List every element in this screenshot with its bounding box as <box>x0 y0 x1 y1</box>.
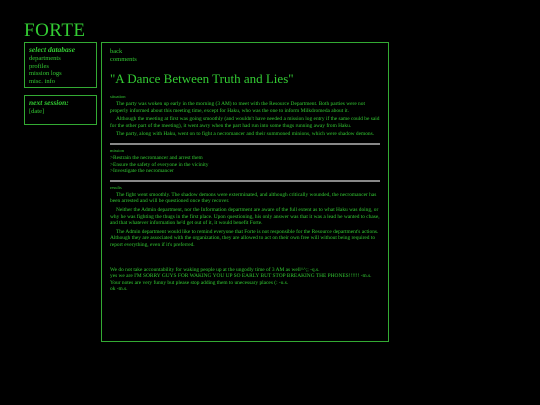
next-session-panel <box>24 95 97 125</box>
staff-note: yes we are I'M SORRY GUYS FOR WAKING YOU UP SO EARLY BUT STOP BREAKING THE PHONES!!!!!! -m.s. <box>110 273 372 280</box>
sidebar-item-departments[interactable]: departments <box>29 55 61 62</box>
database-menu <box>24 42 97 88</box>
results-paragraph: The fight went smoothly. The shadow demons were exterminated, and although critically wounded, the necromancer has been arrested and will be questioned once they recover. <box>110 191 377 205</box>
situation-paragraph: The party, along with Haku, went on to fight a necromancer and their summoned minions, which were shadow demons. <box>116 131 375 138</box>
back-link[interactable]: back <box>110 48 123 55</box>
sidebar-item-misc-info[interactable]: misc. info <box>29 77 55 85</box>
site-title: FORTE <box>24 20 86 41</box>
page-title: "A Dance Between Truth and Lies" <box>110 71 294 86</box>
staff-note: Your notes are very funny but please stop adding them to unecessary places (: -u.s. <box>110 279 289 286</box>
section-divider <box>110 180 380 182</box>
sidebar-item-mission-logs[interactable]: mission logs <box>29 70 62 77</box>
staff-note: ok -m.s. <box>110 286 128 293</box>
results-paragraph: Neither the Admin department, nor the Information department are aware of the full extent as to what Haku was doing, or why he was fighting the thugs in the first place. Upon questioning, his only answer was that it was a lead he wanted to chase, and that whatever information he'd get out of it, it would benefit Forte. <box>110 206 380 227</box>
database-menu-heading: select database <box>29 45 76 54</box>
results-paragraph: The Admin department would like to remind everyone that Forte is not responsible for the Resource department's actions. Although they are associated with the organization, they are allowed to act on their own free will without being required to report everything, even if it's preferred. <box>110 228 379 248</box>
mission-log-panel <box>101 42 389 342</box>
situation-paragraph: Although the meeting at first was going smoothly (and wouldn't have needed a mission log entry if the same could be said for the other part of the meeting), it went awry when the part had run into some thugs running away from Haku. <box>110 116 380 129</box>
section-divider <box>110 143 380 145</box>
mission-objective: >Ensure the safety of everyone in the vicinity <box>110 161 209 168</box>
comments-link[interactable]: comments <box>110 55 137 63</box>
situation-label: situation <box>110 94 126 99</box>
mission-objective: >Restrain the necromancer and arrest them <box>110 154 203 161</box>
next-session-heading: next session: <box>29 98 69 107</box>
results-label: results <box>110 184 122 190</box>
mission-label: mission <box>110 147 125 153</box>
staff-note: We do not take accountability for waking people up at the ungodly time of 3 AM as well^^;; -q.s. <box>110 266 320 273</box>
sidebar-item-profiles[interactable]: profiles <box>29 62 49 70</box>
situation-paragraph: The party was woken up early in the morning (3 AM) to meet with the Resource Department. Both parties were not properly informed about this meeting time, except for Haku, who was the one to inform Milkdromeda about it. <box>110 101 365 114</box>
staff-notes <box>110 267 380 293</box>
next-session-date: [date] <box>29 108 45 115</box>
mission-objective: >Investigate the necromancer <box>110 168 174 175</box>
